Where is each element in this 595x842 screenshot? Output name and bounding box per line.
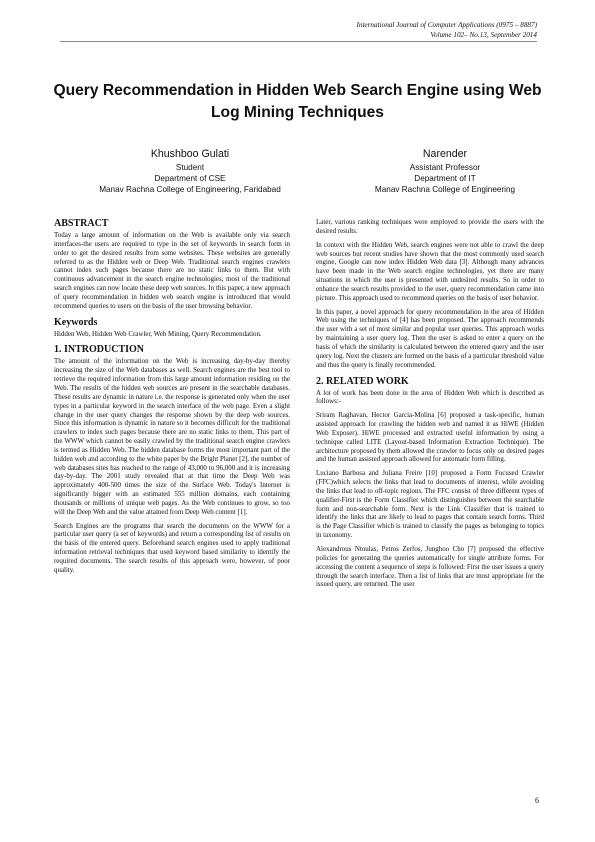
author-department: Department of CSE bbox=[154, 174, 226, 183]
left-column bbox=[54, 218, 290, 580]
page-number: 6 bbox=[535, 796, 539, 805]
right-column bbox=[316, 218, 544, 594]
related-work-paragraph: A lot of work has been done in the area of Hidden Web which is described as follows:- bbox=[316, 388, 544, 406]
author-department: Department of IT bbox=[414, 174, 476, 183]
related-work-heading: 2. RELATED WORK bbox=[316, 375, 409, 387]
keywords-heading: Keywords bbox=[54, 316, 98, 328]
author-name: Khushboo Gulati bbox=[150, 148, 230, 160]
header-rule bbox=[60, 41, 537, 42]
author-block-2 bbox=[310, 147, 580, 195]
related-work-paragraph: Alexandrous Ntoulas, Petros Zerfos, Junghoo Cho [7] proposed the effective policies for generating the queries automatically for single attribute forms. For accessing the content a sequence of steps is followed: First the user issues a query through the search interface. Then a list of links that are most appropriate for the issued query, are returned. The user bbox=[316, 545, 544, 589]
author-affiliation: Manav Rachna College of Engineering bbox=[374, 185, 516, 194]
author-role: Student bbox=[175, 163, 205, 172]
body-paragraph: In context with the Hidden Web, search engines were not able to crawl the deep web sources but recent studies have shown that the most commonly used search engine, Google can now index Hidden Web data [3]. Although many advances have been made in the Web search engine technologies, yet there are many situations in which the user is presented with undesired results. So in order to enhance the search results provided to the user, query recommendation came into picture. This approach used to recommend queries on the basis of user behavior. bbox=[316, 240, 544, 302]
author-block-1 bbox=[60, 147, 320, 195]
body-paragraph: In this paper, a novel approach for query recommendation in the area of Hidden Web using the techniques of [4] has been proposed. The approach recommends the user with a set of most similar and popular user queries. This approach works by maintaining a user query log. Then the user is asked to enter a query on the basis of which the similarity is calculated between the entered query and the user query log. Next the clusters are formed on the basis of a particular threshold value and thus the query is finally recommended. bbox=[316, 307, 544, 369]
running-header bbox=[60, 20, 537, 42]
abstract-heading: ABSTRACT bbox=[54, 218, 109, 229]
author-role: Assistant Professor bbox=[409, 163, 481, 172]
introduction-paragraph: Search Engines are the programs that search the documents on the WWW for a particular user query (a set of keywords) and return a corresponding list of results on the basis of the entered query. Beforehand search engines used to apply traditional information retrieval techniques that used keyword based similarity to identify the required documents. The search results of this approach were, however, of poor quality. bbox=[54, 521, 290, 574]
related-work-paragraph: Luciano Barbosa and Juliana Freire [10] proposed a Form Focused Crawler (FFC)which selects the links that lead to documents of interest, while avoiding the links that lead to off-topic regions. The FFC consist of three different types of qualifier-First is the Form Classifier which distinguishes between the searchable form and non-searchable form. Next is the Link Classifier that is trained to identify the links that are likely to lead to pages that contain search forms. Third is the Page Classifier which is trained to classify the pages as belonging to topics in taxonomy. bbox=[316, 469, 544, 540]
body-paragraph: Later, various ranking techniques were employed to provide the users with the desired results. bbox=[316, 218, 544, 235]
keywords-text: Hidden Web, Hidden Web Crawler, Web Mining, Query Recommendation. bbox=[54, 329, 262, 338]
journal-name: International Journal of Computer Applications (0975 – 8887) bbox=[356, 21, 537, 29]
introduction-heading: 1. INTRODUCTION bbox=[54, 344, 145, 356]
author-name: Narender bbox=[422, 148, 468, 160]
journal-volume: Volume 102– No.13, September 2014 bbox=[430, 31, 537, 39]
author-affiliation: Manav Rachna College of Engineering, Faridabad bbox=[99, 185, 281, 194]
related-work-paragraph: Sriram Raghavan, Hector Garcia-Molina [6] proposed a task-specific, human assisted approach for crawling the hidden web and named it as HiWE (Hidden Web Exposer). HiWE processed and extracted useful information by using a technique called LITE (Layout-based Information Extraction Technique). The architecture proposed by them allowed the crawler to focus only on desired pages and the human assisted approach allowed for automatic form filling. bbox=[316, 411, 544, 464]
abstract-text: Today a large amount of information on the Web is available only via search interfaces-the users are required to type in the set of keywords in search form in order to get the desired results from some websites. These websites are generally referred to as the Hidden web or Deep Web. Traditional search engines crawlers cannot index such pages because there are no static links to them. But with continuous advancement in the search engine technologies, most of the traditional search engines can now locate these deep web sources. In this paper, a new approach of query recommendation in hidden web search engine is introduced that would recommend queries to users on the basis of the user browsing behavior. bbox=[54, 231, 290, 310]
introduction-paragraph: The amount of the information on the Web is increasing day-by-day thereby increasing the size of the Web databases as well. Search engines are the best tool to retrieve the required information from this large amount information residing on the Web. The results of the hidden web sources are present in the searchable databases. These results are dynamic in nature i.e. the response is generated only when the user types in a particular keyword in the search interface of the web page. Even a slight change in the user query changes the response shown by the deep web sources. Since this information is dynamic in nature so it becomes difficult for the traditional crawlers to index such pages because there are no static links to them. This part of the WWW which cannot be easily crawled by the traditional search engine crawlers is termed as Hidden Web. The hidden database forms the most important part of the hidden web and according to the white paper by the Bright Planet [2], the number of web databases sites has reached to the range of 43,000 to 96,000 and it is increasing day-by-day. The 2001 study revealed that at that time the Deep Web was approximately 400-500 times the size of the Surface Web. Today's Internet is significantly bigger with an estimated 555 million domains, each containing thousands or millions of unique web pages. As the Web continues to grow, so too will the Deep Web and the value attained from Deep Web content [1]. bbox=[54, 357, 290, 516]
paper-title: Query Recommendation in Hidden Web Search Engine using Web Log Mining Techniques bbox=[53, 82, 542, 121]
